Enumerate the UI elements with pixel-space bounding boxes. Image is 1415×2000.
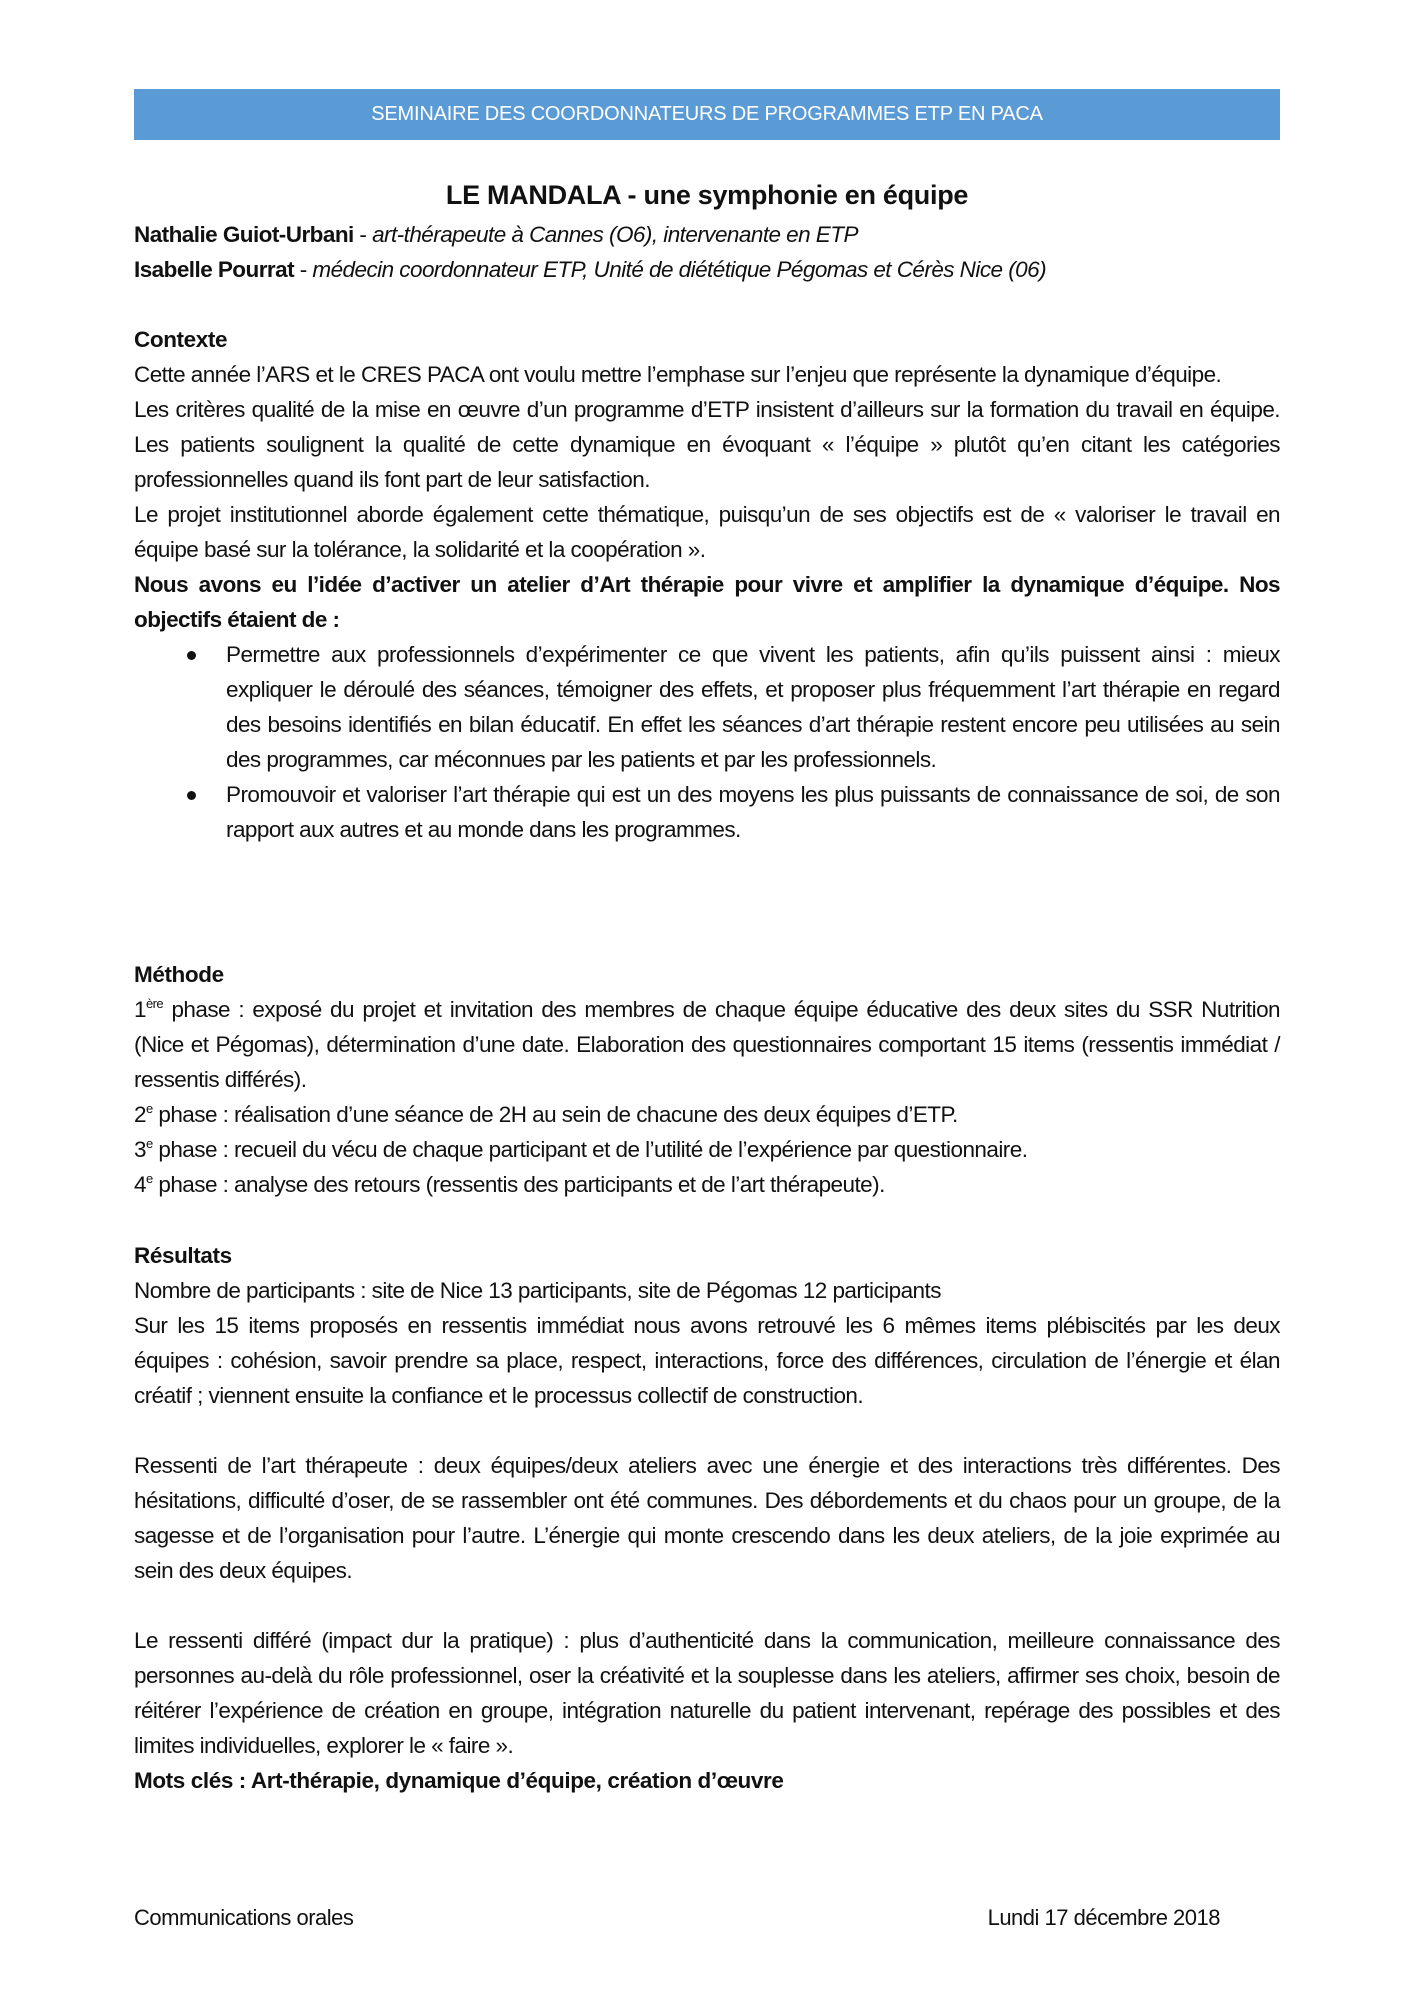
phase-item [134, 992, 1280, 1097]
section-methode [134, 957, 1280, 1202]
phase-number: 2 [134, 1102, 146, 1127]
objective-text: Promouvoir et valoriser l’art thérapie qui est un des moyens les plus puissants de connaissance de soi, de son rapport aux autres et au monde dans les programmes. [226, 782, 1280, 842]
keywords: Mots clés : Art-thérapie, dynamique d’équipe, création d’œuvre [134, 1768, 784, 1793]
paragraph: Ressenti de l’art thérapeute : deux équipes/deux ateliers avec une énergie et des interactions très différentes. Des hésitations, difficulté d’oser, de se rassembler ont été communes. Des débordements et du chaos pour un groupe, de la sagesse et de l’organisation pour l’autre. L’énergie qui monte crescendo dans les deux ateliers, de la joie exprimée au sein des deux équipes. [134, 1453, 1280, 1583]
footer-date: Lundi 17 décembre 2018 [987, 1905, 1220, 1930]
bullet-icon [187, 651, 196, 660]
paragraph: Le projet institutionnel aborde également cette thématique, puisqu’un de ses objectifs est de « valoriser le travail en équipe basé sur la tolérance, la solidarité et la coopération ». [134, 502, 1280, 562]
phase-ordinal: e [145, 1136, 153, 1151]
document-title: LE MANDALA - une symphonie en équipe [445, 180, 969, 210]
author-role: art-thérapeute à Cannes (O6), intervenante en ETP [372, 222, 858, 247]
seminar-banner [134, 89, 1280, 140]
phase-text: phase : réalisation d’une séance de 2H au sein de chacune des deux équipes d’ETP. [152, 1102, 958, 1127]
author-name: Nathalie Guiot-Urbani [134, 222, 354, 247]
phase-item [134, 1132, 1280, 1167]
author-name: Isabelle Pourrat [134, 257, 295, 282]
paragraph: Cette année l’ARS et le CRES PACA ont voulu mettre l’emphase sur l’enjeu que représente la dynamique d’équipe. [134, 362, 1222, 387]
authors [134, 217, 1280, 287]
objective-item [134, 777, 1280, 847]
objectives-intro: Nous avons eu l’idée d’activer un atelier d’Art thérapie pour vivre et amplifier la dynamique d’équipe. Nos objectifs étaient de : [134, 572, 1280, 632]
phase-text: phase : analyse des retours (ressentis des participants et de l’art thérapeute). [152, 1172, 885, 1197]
author-role: médecin coordonnateur ETP, Unité de diététique Pégomas et Cérès Nice (06) [312, 257, 1047, 282]
paragraph: Les critères qualité de la mise en œuvre d’un programme d’ETP insistent d’ailleurs sur la formation du travail en équipe. Les patients soulignent la qualité de cette dynamique en évoquant « l’équipe » plutôt qu’en citant les catégories professionnelles quand ils font part de leur satisfaction. [134, 397, 1280, 492]
section-resultats [134, 1238, 1280, 1798]
section-contexte [134, 322, 1280, 847]
participants-count: Nombre de participants : site de Nice 13 participants, site de Pégomas 12 participants [134, 1278, 941, 1303]
section-heading: Contexte [134, 327, 228, 352]
banner-text: SEMINAIRE DES COORDONNATEURS DE PROGRAMMES ETP EN PACA [371, 103, 1043, 125]
paragraph: Le ressenti différé (impact dur la pratique) : plus d’authenticité dans la communication, meilleure connaissance des personnes au-delà du rôle professionnel, oser la créativité et la souplesse dans les ateliers, affirmer ses choix, besoin de réitérer l’expérience de création en groupe, intégration naturelle du patient intervenant, repérage des possibles et des limites individuelles, explorer le « faire ». [134, 1628, 1280, 1758]
footer-section-label: Communications orales [134, 1905, 354, 1930]
paragraph: Sur les 15 items proposés en ressentis immédiat nous avons retrouvé les 6 mêmes items plébiscités par les deux équipes : cohésion, savoir prendre sa place, respect, interactions, force des différences, circulation de l’énergie et élan créatif ; viennent ensuite la confiance et le processus collectif de construction. [134, 1313, 1280, 1408]
page-footer [134, 1900, 1220, 1935]
phase-number: 3 [134, 1137, 146, 1162]
bullet-icon [187, 791, 196, 800]
section-heading: Méthode [134, 962, 224, 987]
phase-ordinal: e [145, 1171, 153, 1186]
phase-ordinal: e [145, 1101, 153, 1116]
phase-number: 4 [134, 1172, 146, 1197]
objective-text: Permettre aux professionnels d’expérimenter ce que vivent les patients, afin qu’ils puissent ainsi : mieux expliquer le déroulé des séances, témoigner des effets, et proposer plus fréquemment l’art thérapie en regard des besoins identifiés en bilan éducatif. En effet les séances d’art thérapie restent encore peu utilisées au sein des programmes, car méconnues par les patients et par les professionnels. [226, 642, 1280, 772]
phase-item [134, 1097, 1280, 1132]
author-line [134, 217, 1280, 252]
author-separator: - [294, 257, 313, 282]
author-separator: - [353, 222, 373, 247]
section-heading: Résultats [134, 1243, 232, 1268]
objective-item [134, 637, 1280, 777]
phase-text: phase : exposé du projet et invitation des membres de chaque équipe éducative des deux sites du SSR Nutrition (Nice et Pégomas), détermination d’une date. Elaboration des questionnaires comportant 15 items (ressentis immédiat / ressentis différés). [134, 997, 1280, 1092]
objectives-list [134, 637, 1280, 847]
phase-item [134, 1167, 1280, 1202]
phase-number: 1 [134, 997, 146, 1022]
author-line [134, 252, 1280, 287]
phase-text: phase : recueil du vécu de chaque participant et de l’utilité de l’expérience par questionnaire. [152, 1137, 1028, 1162]
phase-ordinal: ère [145, 996, 164, 1011]
